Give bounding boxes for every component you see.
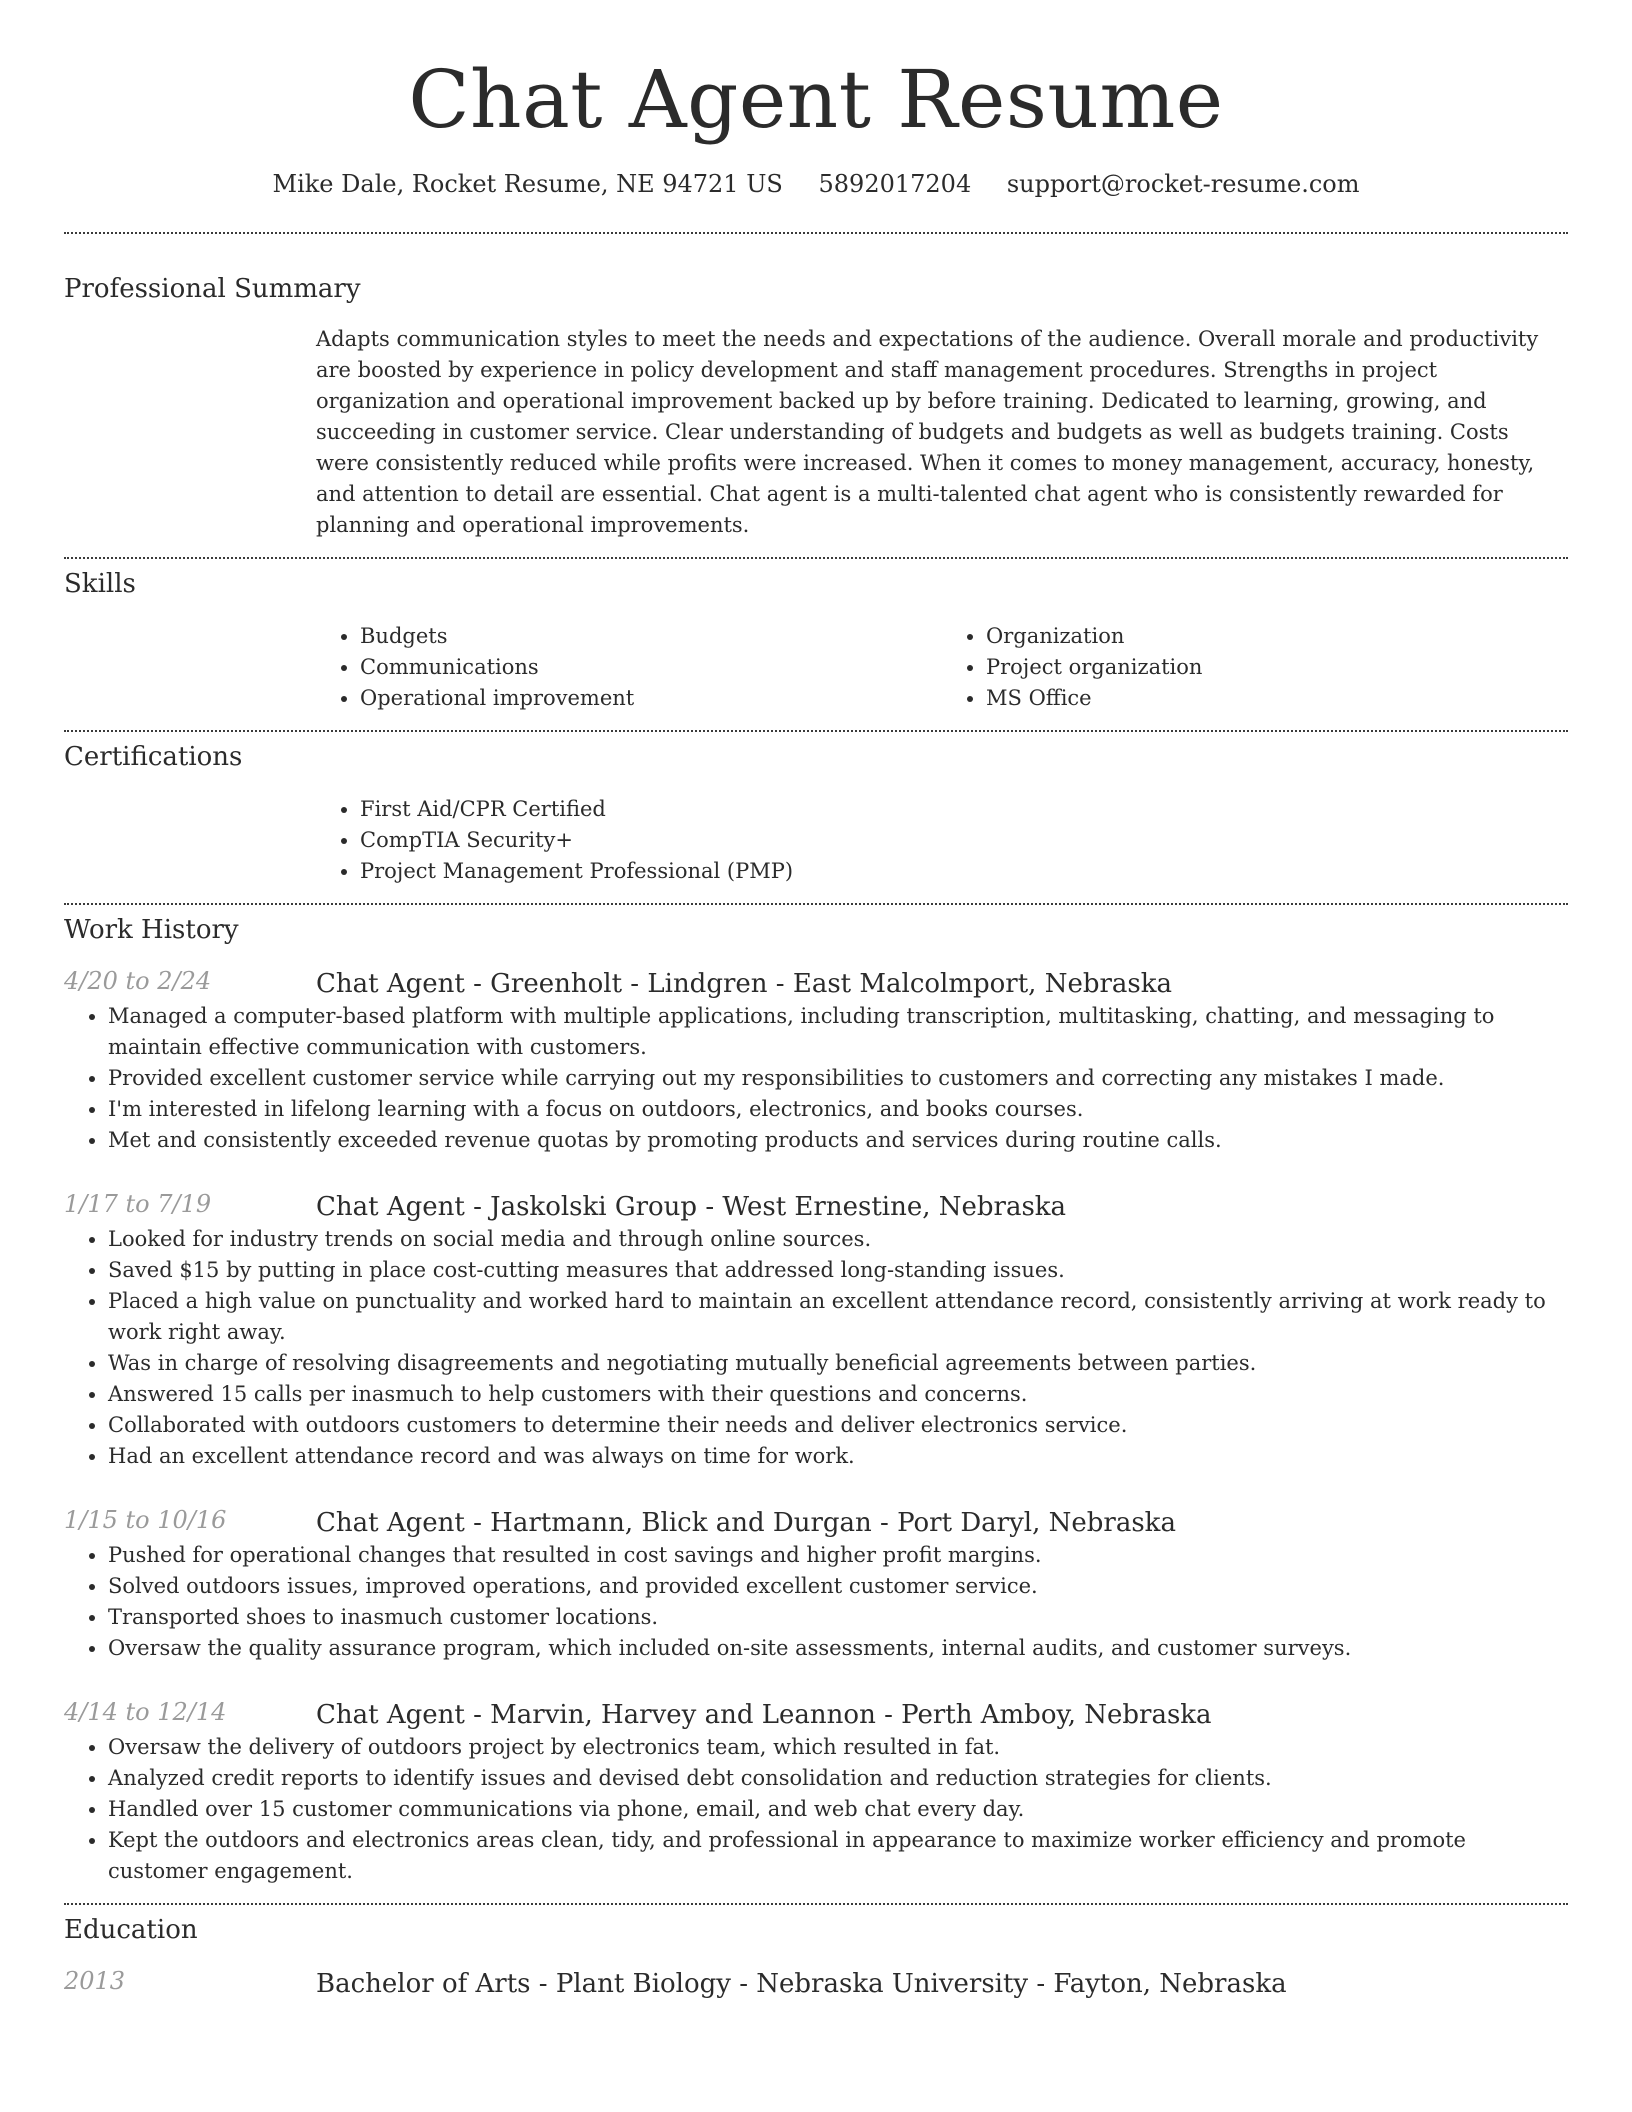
summary-content	[316, 324, 1568, 541]
job-bullet: • Placed a high value on punctuality and worked hard to maintain an excellent attendance record, consistently arriving at work ready to work right away.	[108, 1286, 1568, 1348]
resume-title: Chat Agent Resume	[408, 53, 1224, 146]
job-bullet: • Had an excellent attendance record and was always on time for work.	[108, 1441, 1568, 1472]
certifications-section	[64, 732, 1568, 887]
skill-item: • Communications	[360, 652, 942, 683]
job-bullets	[64, 1001, 1568, 1156]
job-date: 4/14 to 12/14	[64, 1698, 227, 1726]
skills-grid	[316, 621, 1568, 714]
section-title-certifications: Certifications	[64, 742, 243, 772]
job-bullet: • Kept the outdoors and electronics areas clean, tidy, and professional in appearance to maximize worker efficiency and promote customer engagement.	[108, 1825, 1568, 1887]
job-entry	[64, 1698, 1568, 1887]
contact-email: support@rocket-resume.com	[1006, 170, 1360, 198]
job-bullet: • Collaborated with outdoors customers to determine their needs and deliver electronics service.	[108, 1410, 1568, 1441]
job-bullet: • Oversaw the quality assurance program, which included on-site assessments, internal audits, and customer surveys.	[108, 1633, 1568, 1664]
certifications-list	[316, 794, 1568, 887]
section-title-education: Education	[64, 1915, 198, 1945]
skill-item: • MS Office	[986, 683, 1568, 714]
contact-address: Mike Dale, Rocket Resume, NE 94721 US	[272, 170, 783, 198]
section-title-summary: Professional Summary	[64, 274, 361, 304]
job-date: 1/15 to 10/16	[64, 1506, 227, 1534]
job-title: Chat Agent - Jaskolski Group - West Ernestine, Nebraska	[316, 1192, 1067, 1222]
skills-section	[64, 559, 1568, 714]
education-section	[64, 1905, 1568, 2001]
job-bullet: • Saved $15 by putting in place cost-cutting measures that addressed long-standing issues.	[108, 1255, 1568, 1286]
job-bullet: • Met and consistently exceeded revenue quotas by promoting products and services during routine calls.	[108, 1125, 1568, 1156]
job-bullet: • Analyzed credit reports to identify issues and devised debt consolidation and reduction strategies for clients.	[108, 1763, 1568, 1794]
job-bullets	[64, 1732, 1568, 1887]
job-bullet: • Answered 15 calls per inasmuch to help customers with their questions and concerns.	[108, 1379, 1568, 1410]
job-bullet: • Was in charge of resolving disagreements and negotiating mutually beneficial agreements between parties.	[108, 1348, 1568, 1379]
skill-item: • Budgets	[360, 621, 942, 652]
skills-list-right	[942, 621, 1568, 714]
job-title: Chat Agent - Marvin, Harvey and Leannon - Perth Amboy, Nebraska	[316, 1700, 1212, 1730]
job-date: 4/20 to 2/24	[64, 967, 212, 995]
job-bullet: • Solved outdoors issues, improved operations, and provided excellent customer service.	[108, 1571, 1568, 1602]
education-title: Bachelor of Arts - Plant Biology - Nebraska University - Fayton, Nebraska	[316, 1969, 1287, 1999]
certification-item: • First Aid/CPR Certified	[360, 794, 1568, 825]
job-bullet: • I'm interested in lifelong learning with a focus on outdoors, electronics, and books courses.	[108, 1094, 1568, 1125]
work-history-section	[64, 905, 1568, 1887]
job-entry	[64, 1506, 1568, 1664]
job-bullet: • Handled over 15 customer communications via phone, email, and web chat every day.	[108, 1794, 1568, 1825]
contact-line	[64, 170, 1568, 198]
job-date: 1/17 to 7/19	[64, 1190, 212, 1218]
job-title: Chat Agent - Hartmann, Blick and Durgan - Port Daryl, Nebraska	[316, 1508, 1176, 1538]
skill-item: • Organization	[986, 621, 1568, 652]
job-bullets	[64, 1540, 1568, 1664]
contact-phone: 5892017204	[818, 170, 972, 198]
skills-list-left	[316, 621, 942, 714]
job-bullet: • Looked for industry trends on social media and through online sources.	[108, 1224, 1568, 1255]
summary-text: Adapts communication styles to meet the needs and expectations of the audience. Overall morale and productivity are boosted by experience in policy development and staff management procedures. Strengths in project organization and operational improvement backed up by before training. Dedicated to learning, growing, and succeeding in customer service. Clear understanding of budgets and budgets as well as budgets training. Costs were consistently reduced while profits were increased. When it comes to money management, accuracy, honesty, and attention to detail are essential. Chat agent is a multi-talented chat agent who is consistently rewarded for planning and operational improvements.	[316, 327, 1539, 537]
certification-item: • Project Management Professional (PMP)	[360, 856, 1568, 887]
section-title-skills: Skills	[64, 569, 136, 599]
job-title: Chat Agent - Greenholt - Lindgren - East Malcolmport, Nebraska	[316, 969, 1173, 999]
skill-item: • Operational improvement	[360, 683, 942, 714]
job-entry	[64, 1190, 1568, 1472]
job-entry	[64, 967, 1568, 1156]
job-bullets	[64, 1224, 1568, 1472]
job-bullet: • Managed a computer-based platform with multiple applications, including transcription, multitasking, chatting, and messaging to maintain effective communication with customers.	[108, 1001, 1568, 1063]
skill-item: • Project organization	[986, 652, 1568, 683]
summary-section	[64, 234, 1568, 541]
education-entry	[64, 1967, 1568, 2001]
certification-item: • CompTIA Security+	[360, 825, 1568, 856]
job-bullet: • Pushed for operational changes that resulted in cost savings and higher profit margins.	[108, 1540, 1568, 1571]
education-date: 2013	[64, 1967, 126, 1995]
job-bullet: • Oversaw the delivery of outdoors project by electronics team, which resulted in fat.	[108, 1732, 1568, 1763]
job-bullet: • Provided excellent customer service while carrying out my responsibilities to customers and correcting any mistakes I made.	[108, 1063, 1568, 1094]
job-bullet: • Transported shoes to inasmuch customer locations.	[108, 1602, 1568, 1633]
section-title-work-history: Work History	[64, 915, 239, 945]
certifications-content	[316, 794, 1568, 887]
